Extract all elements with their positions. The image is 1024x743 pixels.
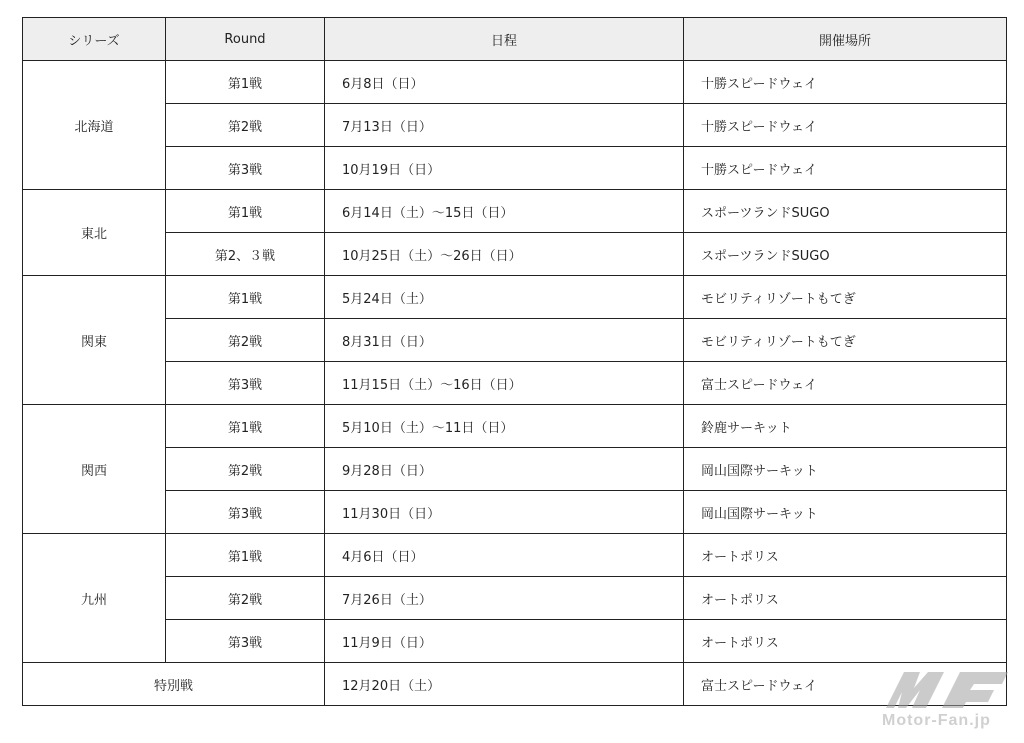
round-cell: 第1戦 [166,276,325,319]
header-venue: 開催場所 [684,18,1007,61]
venue-cell: モビリティリゾートもてぎ [684,319,1007,362]
table-row [23,405,1007,448]
round-cell: 第2戦 [166,104,325,147]
venue-cell: モビリティリゾートもてぎ [684,276,1007,319]
header-date: 日程 [325,18,684,61]
round-cell: 第1戦 [166,405,325,448]
header-series: シリーズ [23,18,166,61]
date-cell: 10月19日（日） [325,147,684,190]
table-row [23,620,1007,663]
date-cell: 7月26日（土） [325,577,684,620]
series-cell: 九州 [23,534,166,663]
date-cell: 11月9日（日） [325,620,684,663]
venue-cell: 十勝スピードウェイ [684,147,1007,190]
date-cell: 6月8日（日） [325,61,684,104]
round-cell: 第1戦 [166,190,325,233]
table-row [23,190,1007,233]
round-cell: 第2戦 [166,577,325,620]
round-cell: 第2戦 [166,448,325,491]
table-row [23,233,1007,276]
venue-cell: 岡山国際サーキット [684,448,1007,491]
venue-cell: オートポリス [684,577,1007,620]
venue-cell: 岡山国際サーキット [684,491,1007,534]
date-cell: 4月6日（日） [325,534,684,577]
round-cell: 第3戦 [166,620,325,663]
venue-cell: 富士スピードウェイ [684,663,1007,706]
date-cell: 5月10日（土）～11日（日） [325,405,684,448]
venue-cell: 鈴鹿サーキット [684,405,1007,448]
round-cell: 第2、３戦 [166,233,325,276]
table-row [23,104,1007,147]
series-cell: 関西 [23,405,166,534]
round-cell: 第3戦 [166,147,325,190]
table-row [23,362,1007,405]
round-cell: 第3戦 [166,362,325,405]
round-cell: 第2戦 [166,319,325,362]
table-header-row [23,18,1007,61]
venue-cell: オートポリス [684,534,1007,577]
round-cell: 第3戦 [166,491,325,534]
header-round: Round [166,18,325,61]
round-cell: 第1戦 [166,534,325,577]
table-row [23,147,1007,190]
round-cell: 第1戦 [166,61,325,104]
table-row [23,319,1007,362]
special-series-cell: 特別戦 [23,663,325,706]
table-row [23,491,1007,534]
date-cell: 9月28日（日） [325,448,684,491]
venue-cell: 富士スピードウェイ [684,362,1007,405]
table-row [23,276,1007,319]
watermark-text: Motor-Fan.jp [882,712,991,729]
date-cell: 7月13日（日） [325,104,684,147]
series-cell: 関東 [23,276,166,405]
table-row [23,534,1007,577]
venue-cell: オートポリス [684,620,1007,663]
date-cell: 5月24日（土） [325,276,684,319]
date-cell: 11月15日（土）～16日（日） [325,362,684,405]
venue-cell: スポーツランドSUGO [684,190,1007,233]
table-row [23,448,1007,491]
table-row [23,577,1007,620]
date-cell: 12月20日（土） [325,663,684,706]
race-schedule-table [22,17,1007,706]
table-row-special [23,663,1007,706]
venue-cell: 十勝スピードウェイ [684,104,1007,147]
date-cell: 6月14日（土）～15日（日） [325,190,684,233]
venue-cell: スポーツランドSUGO [684,233,1007,276]
date-cell: 11月30日（日） [325,491,684,534]
venue-cell: 十勝スピードウェイ [684,61,1007,104]
date-cell: 8月31日（日） [325,319,684,362]
series-cell: 北海道 [23,61,166,190]
series-cell: 東北 [23,190,166,276]
table-row [23,61,1007,104]
date-cell: 10月25日（土）～26日（日） [325,233,684,276]
